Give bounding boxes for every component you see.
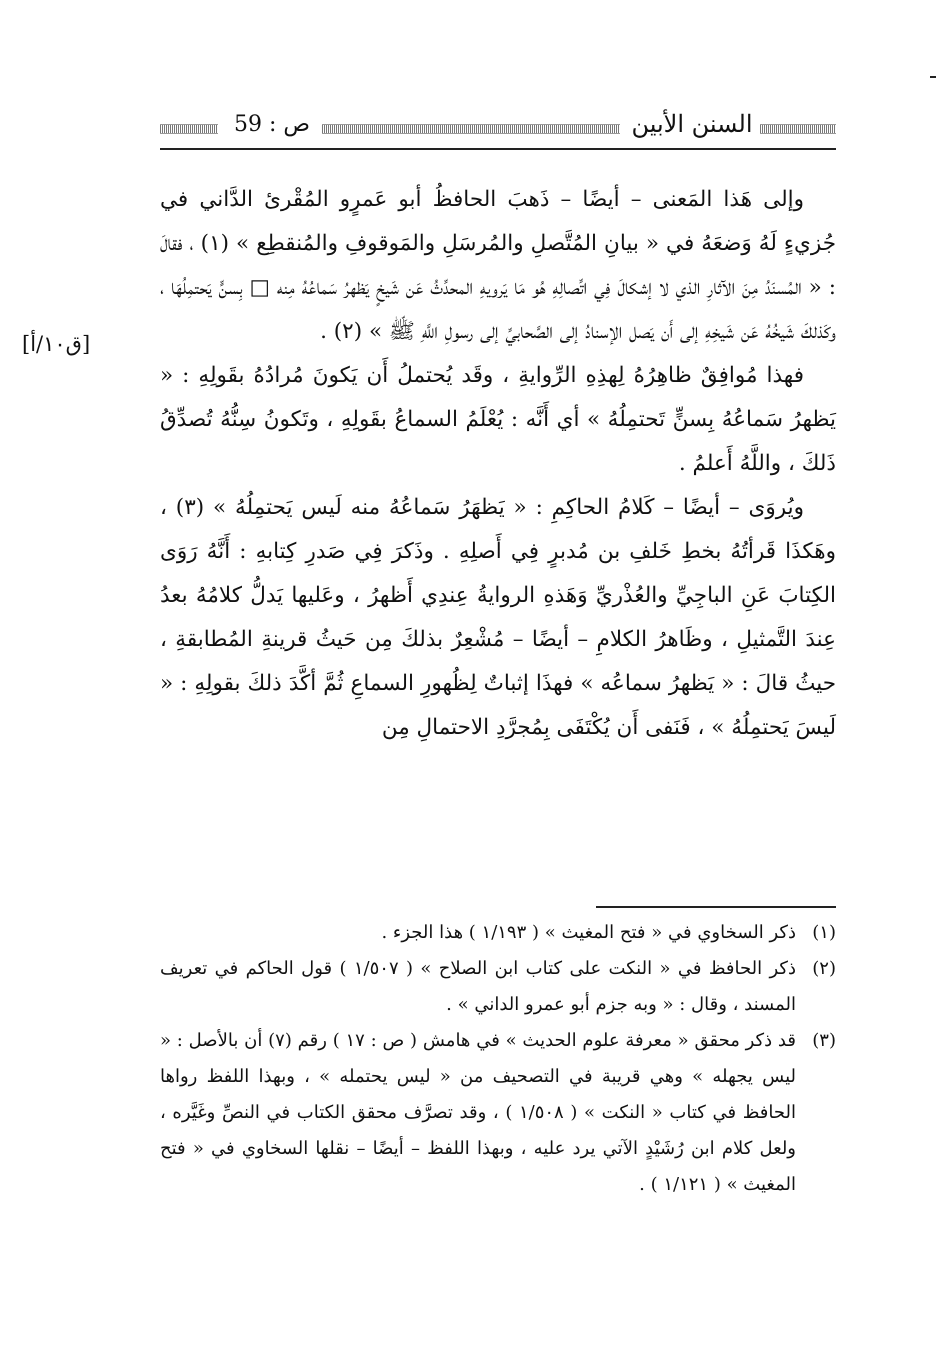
header-ornament-middle — [322, 124, 620, 134]
header-ornament-right — [760, 124, 836, 134]
footnote-text: قد ذكر محقق « معرفة علوم الحديث » في هامش ( ص : ١٧ ) رقم (٧) أن بالأصل : « ليس يجهله » وهي قريبة في التصحيف من « ليس يحتمله » ، وبهذا اللفظ رواها الحافظ في كتاب « النكت » ( ١/٥٠٨ ) ، وقد تصرَّف محقق الكتاب في النصِّ وغَيَّره ، ولعل كلام ابن رُشَيْدٍ الآتي يرد عليه ، وبهذا اللفظ – أيضًا – نقلها السخاوي في « فتح المغيث » ( ١/١٢١ ) . — [160, 1030, 796, 1195]
header-rule — [160, 148, 836, 150]
footnote-separator — [596, 906, 836, 908]
main-text — [160, 178, 836, 750]
manuscript-folio-note: [ق١٠/أ] — [22, 332, 91, 356]
book-title: السنن الأبين — [631, 110, 753, 138]
footnote-text: ذكر السخاوي في « فتح المغيث » ( ١/١٩٣ ) هذا الجزء . — [381, 922, 796, 943]
footnote — [160, 951, 836, 1023]
footnote-text: ذكر الحافظ في « النكت على كتاب ابن الصلاح » ( ١/٥٠٧ ) قول الحاكم في تعريف المسند ، وقال : « وبه جزم أبو عمرو الداني » . — [160, 958, 796, 1015]
running-header — [160, 112, 836, 146]
edge-mark — [930, 76, 936, 78]
footnote-number: (٢) — [812, 958, 836, 979]
paragraph: وإلى هَذا المَعنى – أيضًا – ذَهبَ الحافظُ أبو عَمرٍو المُقْرئ الدَّاني في جُزيءٍ لَهُ وَضعَهُ في « بيانِ المُتَّصلِ والمُرسَلِ والمَوقوفِ والمُنقطِع » (١) ، فقالَ : « المُسنَدُ مِنَ الآثارِ الذي لا إشكالَ فِي اتِّصالِهِ هُو مَا يَرويهِ المحدِّثُ عَن شَيخٍ يَظهرُ سَماعُهُ مِنه □ بِسنٍّ يَحتمِلُهَا ، وكَذلكَ شَيخُهُ عَن شَيخِهِ إلى أَن يَصل الإسنادُ إلى الصَّحابيِّ إلى رسولِ اللَّهِ ﷺ » (٢) . — [160, 187, 836, 344]
header-ornament-left — [160, 124, 218, 134]
page-number: ص : 59 — [234, 112, 310, 137]
footnote-number: (٣) — [812, 1030, 836, 1051]
paragraph: ويُروَى – أيضًا – كَلامُ الحاكِمِ : « يَظهَرُ سَماعُهُ منه لَيس يَحتمِلُهُ » (٣) ، وهَكذَا قَرأتُهُ بخطِ خَلفِ بن مُدبرٍ فِي أَصلِهِ . وذَكرَ فِي صَدرِ كِتابهِ : أَنَّهُ رَوَى الكِتابَ عَنِ الباجِيِّ والعُذْريِّ وَهَذهِ الروايةُ عِندِي أَظهرُ ، وعَليها يَدلُّ كلامُهُ بعدُ عِندَ التَّمثيلِ ، وظَاهرُ الكلامِ – أيضًا – مُشْعِرٌ بذلكَ مِن حَيثُ قرينةِ المُطابقةِ ، حيثُ قالَ : « يَظهرُ سماعُه » فهذَا إثباتٌ لِظُهورِ السماعِ ثُمَّ أكَّدَ ذلكَ بقولِهِ : « لَيسَ يَحتمِلُهُ » ، فَنَفى أَن يُكْتَفَى بِمُجرَّدِ الاحتمالِ مِن — [160, 495, 836, 740]
paragraph: فهذا مُوافِقٌ ظاهِرُهُ لِهذِهِ الرِّوايةِ ، وقَد يُحتملُ أَن يَكونَ مُرادُهُ بقَولِهِ : « يَظهرُ سَماعُهُ بِسنٍّ تَحتمِلُهُ » أي أَنَّه : يُعْلَمُ السماعُ بقَولِهِ ، وتَكونُ سِنُّهُ تُصدِّقُ ذَلكَ ، واللَّهُ أَعلمُ . — [160, 363, 836, 476]
footnotes — [160, 915, 836, 1203]
footnote-number: (١) — [812, 922, 836, 943]
footnote — [160, 1023, 836, 1203]
footnote — [160, 915, 836, 951]
